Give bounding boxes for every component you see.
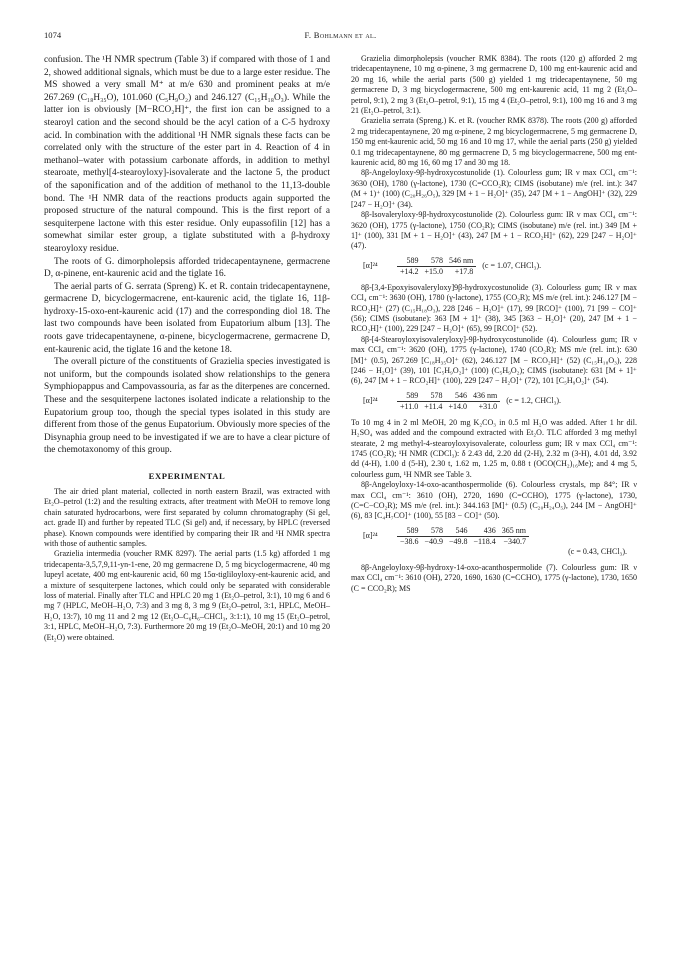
wavelength: 546 <box>445 391 470 402</box>
optical-rotation-table <box>351 526 637 557</box>
rotation-value: −118.4 <box>473 536 496 546</box>
optical-rotation-table <box>351 256 637 277</box>
paragraph: 8β-Angeloyloxy-9β-hydroxycostunolide (1). Colourless gum; IR ν max CCl₄ cm⁻¹: 3630 (OH), 1780 (γ-lactone), 1730 (C=CCO₂R); CIMS (isobutane) m/e (rel. int.): 347 (M + 1)⁺ (100) (C₂₀H₂₆O₅), 329 [M + 1 − H₂O]⁺ (35), 247 [M + 1 − AngOH]⁺ (32), 229 [247 − H₂O]⁺ (34). <box>351 168 637 209</box>
wavelength: 436 <box>471 526 499 537</box>
paragraph: To 10 mg 4 in 2 ml MeOH, 20 mg K₂CO₃ in 0.5 ml H₂O was added. After 1 hr dil. H₂SO₄ was added and the compound extracted with Et₂O. TLC afforded 3 mg methyl stearate, 2 mg methyl-4-stearoyloxyisovalerate, colourless gum; IR ν max CCl₄ cm⁻¹: 1745 (CO₂R); ¹H NMR (CDCl₃): δ 2.43 dd, 2.20 dd (2-H), 2.32 m (3-H), 4.01 dd, 3.92 dd (4-H), 1.00 d (5-H), 2.30 t, 1.62 m, 1.25 m, 0.88 t (OCO(CH₂)₁₆Me); and 4 mg 5, colourless gum, ¹H NMR see Table 3. <box>351 417 637 479</box>
experimental-section <box>44 487 330 643</box>
paragraph: 8β-[3,4-Epoxyisovaleryloxy]9β-hydroxycostunolide (3). Colourless gum; IR ν max CCl₄ cm⁻¹: 3630 (OH), 1780 (γ-lactone), 1755 (CO₂R); MS m/e (rel. int.): 246.127 [M − RCO₂H]⁺ (27) (C₁₅H₁₈O₃), 228 [246 − H₂O]⁺ (17), 99 [RCO]⁺ (100), 71 [99 − CO]⁺ (56); CIMS (isobutane): 363 [M + 1]⁺ (38), 345 [363 − H₂O]⁺ (20), 247 [M + 1 − RCO₂H]⁺ (100), 229 [247 − H₂O]⁺ (65), 99 [RCO]⁺ (52). <box>351 282 637 334</box>
rotation-condition: (c = 0.43, CHCl₃). <box>568 546 627 556</box>
rotation-value: +14.2 <box>400 266 419 276</box>
wavelength: 589 <box>397 391 421 402</box>
paragraph: 8β-Angeloyloxy-14-oxo-acanthospermolide (6). Colourless crystals, mp 84°; IR ν max CCl₄ cm⁻¹: 3610 (OH), 2720, 1690 (C=CCHO), 1775 (γ-lactone), 1730, (C=C−CO₂R); MS m/e (rel. int.): 344.163 [M]⁺ (0.5) (C₂₀H₂₄O₅), 244 [M − AngOH]⁺ (6), 83 [C₄H₇CO]⁺ (100), 55 [83 − CO]⁺ (50). <box>351 480 637 521</box>
rotation-condition: (c = 1.07, CHCl₃). <box>482 261 542 271</box>
paragraph: The roots of G. dimorpholepsis afforded tridecapentaynene, germacrene D, α-pinene, ent-kaurenic acid and the tiglate 16. <box>44 256 330 280</box>
paragraph: The overall picture of the constituents of Grazielia species investigated is not uniform, but the compounds isolated show relationships to the genera Symphiopappus and Campovassouria, as far as the diterpenes are concerned. These and the sesquiterpene lactones isolated indicate a relationship to the Eupatorium group too, though the special types isolated in this study are different from those of the genus Eupatorium. Obviously more species of the Disynaphia group need to be investigated if we are to have a clear picture of the chemotaxonomy of this group. <box>44 357 330 456</box>
rotation-value: +11.4 <box>424 401 443 411</box>
rotation-value: −40.9 <box>424 536 444 546</box>
rotation-values <box>397 256 476 277</box>
left-column <box>44 54 330 643</box>
page-number: 1074 <box>44 30 62 40</box>
rotation-label: [α]²⁴ <box>363 261 378 271</box>
wavelength: 365 nm <box>499 526 529 537</box>
rotation-label: [α]²⁴ <box>363 396 378 406</box>
rotation-label: [α]²⁴ <box>363 531 378 541</box>
rotation-value: −340.7 <box>503 536 526 546</box>
rotation-value: +15.0 <box>424 266 444 276</box>
right-column <box>351 54 637 643</box>
wavelength: 546 nm <box>446 256 476 267</box>
page-header <box>44 30 637 48</box>
rotation-value: +14.0 <box>448 401 467 411</box>
wavelength: 578 <box>422 256 447 267</box>
wavelength: 589 <box>397 256 422 267</box>
paragraph: 8β-[4-Stearoyloxyisovaleryloxy]-9β-hydroxycostunolide (4). Colourless gum; IR ν max CCl₄ cm⁻¹: 3620 (OH), 1775 (γ-lactone), 1740 (CO₂R); MS m/e (rel. int.): 630 [M]⁺ (0.5), 267.269 [C₁₈H₃₅O]⁺ (62), 246.127 [M − RCO₂H]⁺ (52) (C₁₅H₁₈O₃), 228 [246 − H₂O]⁺ (39), 101 [C₅H₉O₂]⁺ (100) (C₅H₉O₂); CIMS (isobutane): 631 [M + 1]⁺ (6), 247 [M + 1 − RCO₂H]⁺ (100), 229 [247 − H₂O]⁺ (72), 101 [C₅H₉O₂]⁺ (54). <box>351 334 637 386</box>
paragraph: The aerial parts of G. serrata (Spreng) K. et R. contain tridecapentaynene, germacrene D, bicyclogermacrene, ent-kaurenic acid, the tiglate 16, 11β-hydroxy-15-oxo-ent-kaurenic acid (17) and the corresponding diol 18. The last two compounds have been isolated from Eupatorium album [13]. The roots gave tridecapentaynene, α-pinene, bicyclogermacrene, germacrene D, ent-kaurenic acid, the tiglate 16 and the ketone 18. <box>44 281 330 355</box>
paragraph: The air dried plant material, collected in north eastern Brazil, was extracted with Et₂O–petrol (1:2) and the resulting extracts, after treatment with MeOH to remove long chain saturated hydrocarbons, were first separated by column chromatography (Si gel, act. grade II) and further by repeated TLC (Si gel) and, if necessary, by HPLC (reversed phase). Known compounds were identified by comparing their IR and ¹H NMR spectra with those of authentic samples. <box>44 487 330 549</box>
paragraph: Grazielia intermedia (voucher RMK 8297). The aerial parts (1.5 kg) afforded 1 mg tridecapenta-3,5,7,9,11-yn-1-ene, 20 mg germacrene D, 5 mg bicyclogermacrene, 40 mg lupeyl acetate, 400 mg ent-kaurenic acid, 60 mg 15α-tigliloyloxy-ent-kaurenic acid, and a mixture of sesquiterpene lactones, which could only be separated with considerable loss of material. Finally after TLC and HPLC 20 mg 1 (Et₂O–petrol, 3:1), 10 mg 6 and 6 mg 7 (HPLC, MeOH–H₂O, 7:3) and 3 mg 8, 3 mg 9 (Et₂O–petrol, 3:1, HPLC, MeOH–H₂O, 13:7), 10 mg 11 and 2 mg 12 (Et₂O–C₆H₆–CHCl₃, 3:1:1), 10 mg 15 (Et₂O–petrol, 3:1, HPLC, MeOH–H₂O, 7:3). Furthermore 20 mg 19 (Et₂O–MeOH, 20:1) and 10 mg 20 (Et₂O) were obtained. <box>44 549 330 642</box>
paragraph: confusion. The ¹H NMR spectrum (Table 3) if compared with those of 1 and 2, showed additional signals, which must be due to a large ester residue. The MS showed a very small M⁺ at m/e 630 and prominent peaks at m/e 267.269 (C₁₈H₃₅O), 101.060 (C₅H₉O₂) and 246.127 (C₁₅H₁₈O₃). While the latter ion is obviously [M−RCO₂H]⁺, the first ion can be assigned to a stearoyl cation and the second should be the acyl cation of a C-5 hydroxy acid. In combination with the additional ¹H NMR signals these facts can be correlated only with the structure of the ester part in 4. Reaction of 4 in methanol–water with potassium carbonate affords, in addition to methyl stearoate, methyl[4-stearoyloxy]-isovalerate and the lactone 5, the product of the saponification and of the addition of methanol to the 11,13-double bond. The ¹H NMR data of the reactions products again supported the proposed structure of the natural compound. This is the first report of a sesquiterpene lactone with this ester residue. Only eupassofilin [12] has a somewhat similar ester group, a tiglate substituted with a β-hydroxy stearoyloxy residue. <box>44 55 330 254</box>
rotation-value: +31.0 <box>478 401 498 411</box>
rotation-value: −49.8 <box>449 536 468 546</box>
rotation-condition: (c = 1.2, CHCl₃). <box>506 396 562 406</box>
optical-rotation-table <box>351 391 637 412</box>
paragraph: 8β-Isovaleryloxy-9β-hydroxycostunolide (2). Colourless gum: IR ν max CCl₄ cm⁻¹: 3620 (OH), 1775 (γ-lactone), 1750 (CO₂R); CIMS (isobutane) m/e (rel. int.) 349 [M + 1]⁺ (100), 331 [M + 1 − H₂O]⁺ (43), 247 [M + 1 − RCO₂H]⁺ (62), 229 [247 − H₂O]⁺ (47). <box>351 210 637 251</box>
rotation-values <box>397 391 500 412</box>
wavelength: 578 <box>422 526 447 537</box>
rotation-value: +17.8 <box>454 266 474 276</box>
paragraph: 8β-Angeloyloxy-9β-hydroxy-14-oxo-acanthospermolide (7). Colourless gum: IR ν max CCl₄ cm⁻¹: 3610 (OH), 2720, 1690, 1630 (C=CCHO), 1775 (γ-lactone), 1730, 1650 (C = CCO₂R); MS <box>351 562 637 593</box>
running-head: F. Bohlmann et al. <box>304 30 377 40</box>
wavelength: 436 nm <box>470 391 500 402</box>
wavelength: 578 <box>421 391 445 402</box>
rotation-value: +11.0 <box>400 401 419 411</box>
paragraph: Grazielia serrata (Spreng.) K. et R. (voucher RMK 8378). The roots (200 g) afforded 2 mg tridecapentaynene, 20 mg α-pinene, 2 mg bicyclogermacrene, 5 mg germacrene D, 150 mg ent-kaurenic acid, 50 mg 16 and 10 mg 17, while the aerial parts (250 g) yielded 0.1 mg tridecapentaynene, 80 mg germacrene D, 5 mg bicyclogermacrene, 500 mg ent-kaurenic acid, 80 mg 16, 60 mg 17 and 30 mg 18. <box>351 116 637 168</box>
two-column-body <box>44 54 637 643</box>
wavelength: 589 <box>397 526 422 537</box>
rotation-values <box>397 526 529 547</box>
paragraph: Grazielia dimorpholepsis (voucher RMK 8384). The roots (120 g) afforded 2 mg tridecapentaynene, 10 mg α-pinene, 3 mg germacrene D, 100 mg ent-kaurenic acid and 20 mg 16, while the aerial parts (500 g) yielded 1 mg tridecapentaynene, 50 mg germacrene D, 3 mg bicyclogermacrene, 500 mg ent-kaurenic acid, 11 mg 2 (Et₂O–petrol, 9:1), 2 mg 3 (Et₂O–petrol, 9:1), 15 mg 4 (Et₂O–petrol, 9:1), 100 mg 16 and 3 mg 21 (Et₂O–petrol, 3:1). <box>351 54 637 116</box>
rotation-value: −38.6 <box>400 536 419 546</box>
section-heading-experimental: EXPERIMENTAL <box>148 471 226 481</box>
wavelength: 546 <box>446 526 471 537</box>
